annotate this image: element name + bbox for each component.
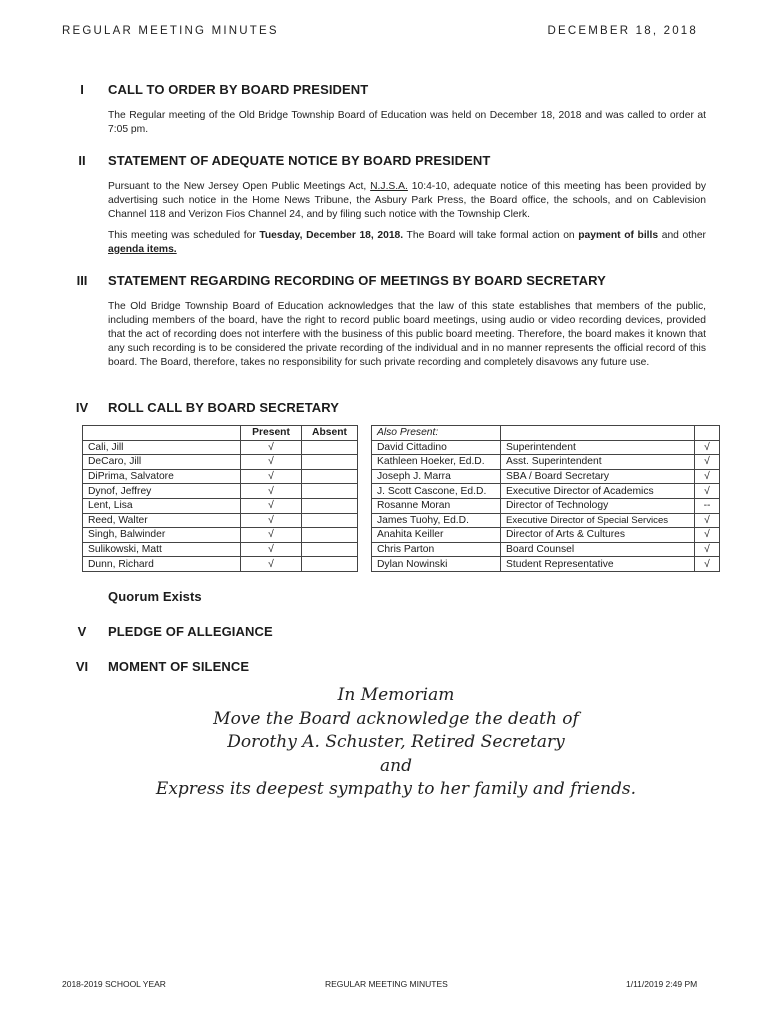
table-header-row — [83, 426, 358, 441]
section-2-paragraph-1: Pursuant to the New Jersey Open Public Meetings Act, N.J.S.A. 10:4-10, adequate notice of this meeting has been provided by advertising such notice in the Home News Tribune, the Asbury Park Press, the Board office, the schools, and on Cablevision Channel 118 and Verizon Fios Channel 24, and by filing such notice with the Township Clerk. — [108, 181, 706, 220]
table-row: Dylan Nowinski Student Representative √ — [372, 557, 720, 572]
table-row: Singh, Balwinder √ — [83, 528, 358, 543]
header-right: DECEMBER 18, 2018 — [547, 25, 698, 37]
quorum-statement: Quorum Exists — [108, 589, 202, 604]
memoriam-line: Move the Board acknowledge the death of — [213, 708, 579, 729]
section-3-number: III — [76, 273, 88, 288]
table-row: J. Scott Cascone, Ed.D. Executive Director of Academics √ — [372, 484, 720, 499]
table-row: Lent, Lisa √ — [83, 498, 358, 513]
section-5-number: V — [77, 624, 87, 639]
section-3-title: STATEMENT REGARDING RECORDING OF MEETINGS BY BOARD SECRETARY — [108, 273, 606, 288]
table-row: Reed, Walter √ — [83, 513, 358, 528]
table-row: David Cittadino Superintendent √ — [372, 440, 720, 455]
also-present-table — [371, 425, 720, 572]
table-row: DiPrima, Salvatore √ — [83, 469, 358, 484]
header-left: REGULAR MEETING MINUTES — [62, 25, 279, 37]
absent-header: Absent — [302, 426, 358, 441]
also-present-label: Also Present: — [372, 426, 501, 441]
table-row: DeCaro, Jill √ — [83, 455, 358, 470]
memoriam-line: In Memoriam — [337, 685, 455, 705]
section-6-title: MOMENT OF SILENCE — [108, 659, 250, 674]
section-2-paragraph-2: This meeting was scheduled for Tuesday, December 18, 2018. The Board will take formal action on payment of bills and other agenda items. — [108, 230, 706, 255]
table-row: Dunn, Richard √ — [83, 557, 358, 572]
memoriam-line: Express its deepest sympathy to her family and friends. — [155, 779, 637, 799]
section-1-number: I — [80, 82, 84, 97]
section-1-text: The Regular meeting of the Old Bridge Township Board of Education was held on December 18, 2018 and was called to order at 7:05 pm. — [108, 110, 706, 135]
table-row: Sulikowski, Matt √ — [83, 542, 358, 557]
section-4-title: ROLL CALL BY BOARD SECRETARY — [108, 400, 340, 415]
footer-left: 2018-2019 SCHOOL YEAR — [62, 979, 166, 989]
table-row: Dynof, Jeffrey √ — [83, 484, 358, 499]
footer-right: 1/11/2019 2:49 PM — [626, 979, 698, 989]
memoriam-line: and — [380, 755, 412, 776]
footer-center: REGULAR MEETING MINUTES — [325, 979, 448, 989]
table-row: James Tuohy, Ed.D. Executive Director of Special Services √ — [372, 513, 720, 528]
memoriam-block — [0, 684, 770, 802]
memoriam-line: Dorothy A. Schuster, Retired Secretary — [227, 732, 565, 752]
board-roll-call-table — [82, 425, 358, 572]
njsa-reference: N.J.S.A. — [370, 181, 408, 192]
section-3-text: The Old Bridge Township Board of Education acknowledges that the law of this state establishes that members of the public, including members of the board, have the right to record public board meetings, using audio or video recording devices, provided that the act of recording does not interfere with the business of this public board meeting. Therefore, the board makes it known that any such recording is to be considered the private recording of the individual and in no manner represents the official record of this board. The Board, therefore, takes no responsibility for such private recording and completely disavows any future use. — [108, 301, 706, 368]
table-row: Kathleen Hoeker, Ed.D. Asst. Superintendent √ — [372, 455, 720, 470]
present-header: Present — [241, 426, 302, 441]
section-2-number: II — [78, 153, 86, 168]
table-header-row — [372, 426, 720, 441]
section-1-title: CALL TO ORDER BY BOARD PRESIDENT — [108, 82, 369, 97]
table-row: Rosanne Moran Director of Technology -- — [372, 498, 720, 513]
table-row: Joseph J. Marra SBA / Board Secretary √ — [372, 469, 720, 484]
section-2-title: STATEMENT OF ADEQUATE NOTICE BY BOARD PRESIDENT — [108, 153, 491, 168]
section-4-number: IV — [75, 400, 89, 415]
section-5-title: PLEDGE OF ALLEGIANCE — [108, 624, 273, 639]
table-row: Chris Parton Board Counsel √ — [372, 542, 720, 557]
table-row: Cali, Jill √ — [83, 440, 358, 455]
section-6-number: VI — [75, 659, 89, 674]
table-row: Anahita Keiller Director of Arts & Cultures √ — [372, 528, 720, 543]
